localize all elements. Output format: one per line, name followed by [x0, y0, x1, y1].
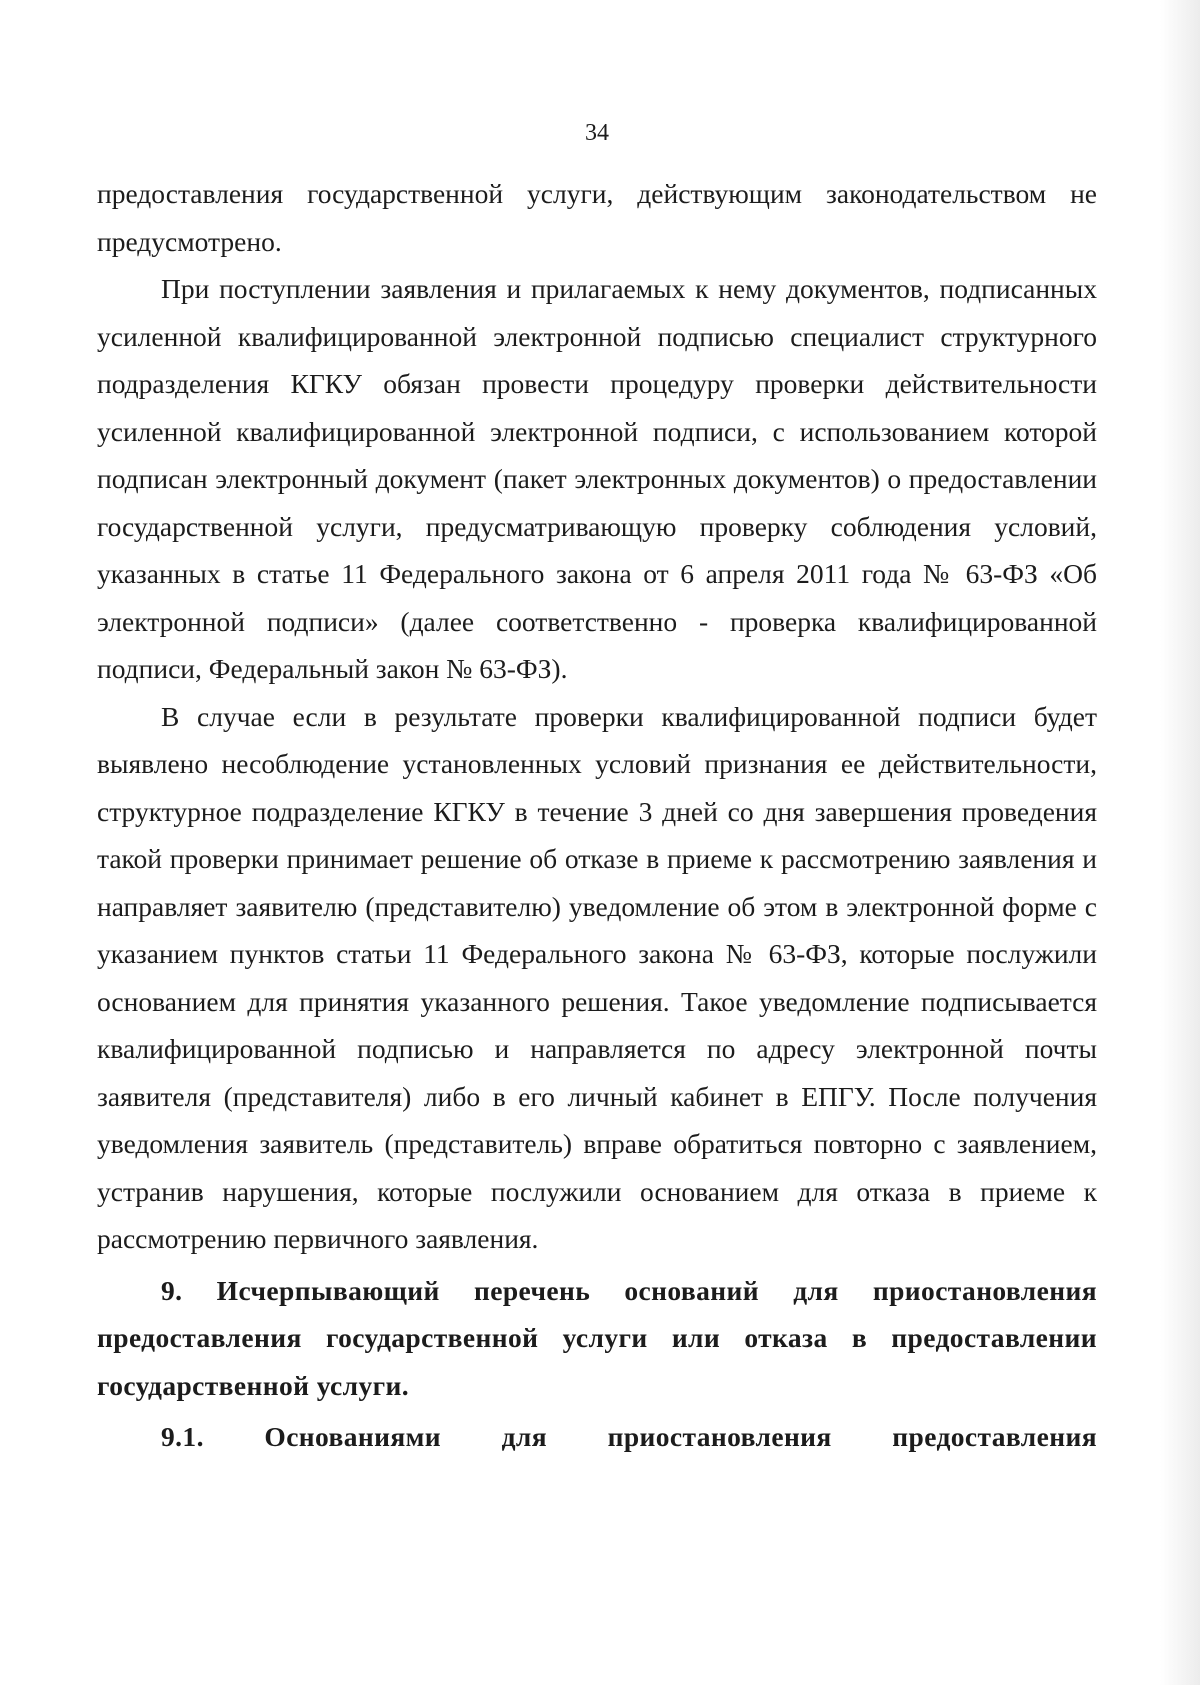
scan-edge	[1160, 0, 1200, 1685]
paragraph-continuation: предоставления государственной услуги, действующим законодательством не предусмотрено.	[97, 178, 1097, 257]
section-heading: 9. Исчерпывающий перечень оснований для приостановления предоставления государственной услуги или отказа в предоставлении государственной услуги.	[97, 1274, 1097, 1401]
paragraph-check-failure: В случае если в результате проверки квалифицированной подписи будет выявлено несоблюдение установленных условий признания ее действительности, структурное подразделение КГКУ в течение 3 дней со дня завершения проведения такой проверки принимает решение об отказе в приеме к рассмотрению заявления и направляет заявителю (представителю) уведомление об этом в электронной форме с указанием пунктов статьи 11 Федерального закона № 63-ФЗ, которые послужили основанием для принятия указанного решения. Такое уведомление подписывается квалифицированной подписью и направляется по адресу электронной почты заявителя (представителя) либо в его личный кабинет в ЕПГУ. После получения уведомления заявитель (представитель) вправе обратиться повторно с заявлением, устранив нарушения, которые послужили основанием для отказа в приеме к рассмотрению первичного заявления.	[97, 700, 1097, 1254]
page-number: 34	[585, 120, 609, 146]
body-text	[97, 170, 1097, 1461]
subsection-start: 9.1. Основаниями для приостановления предоставления	[161, 1421, 1097, 1452]
paragraph-signature-check: При поступлении заявления и прилагаемых к нему документов, подписанных усиленной квалифицированной электронной подписью специалист структурного подразделения КГКУ обязан провести процедуру проверки действительности усиленной квалифицированной электронной подписи, с использованием которой подписан электронный документ (пакет электронных документов) о предоставлении государственной услуги, предусматривающую проверку соблюдения условий, указанных в статье 11 Федерального закона от 6 апреля 2011 года № 63-ФЗ «Об электронной подписи» (далее соответственно - проверка квалифицированной подписи, Федеральный закон № 63-ФЗ).	[97, 273, 1097, 684]
